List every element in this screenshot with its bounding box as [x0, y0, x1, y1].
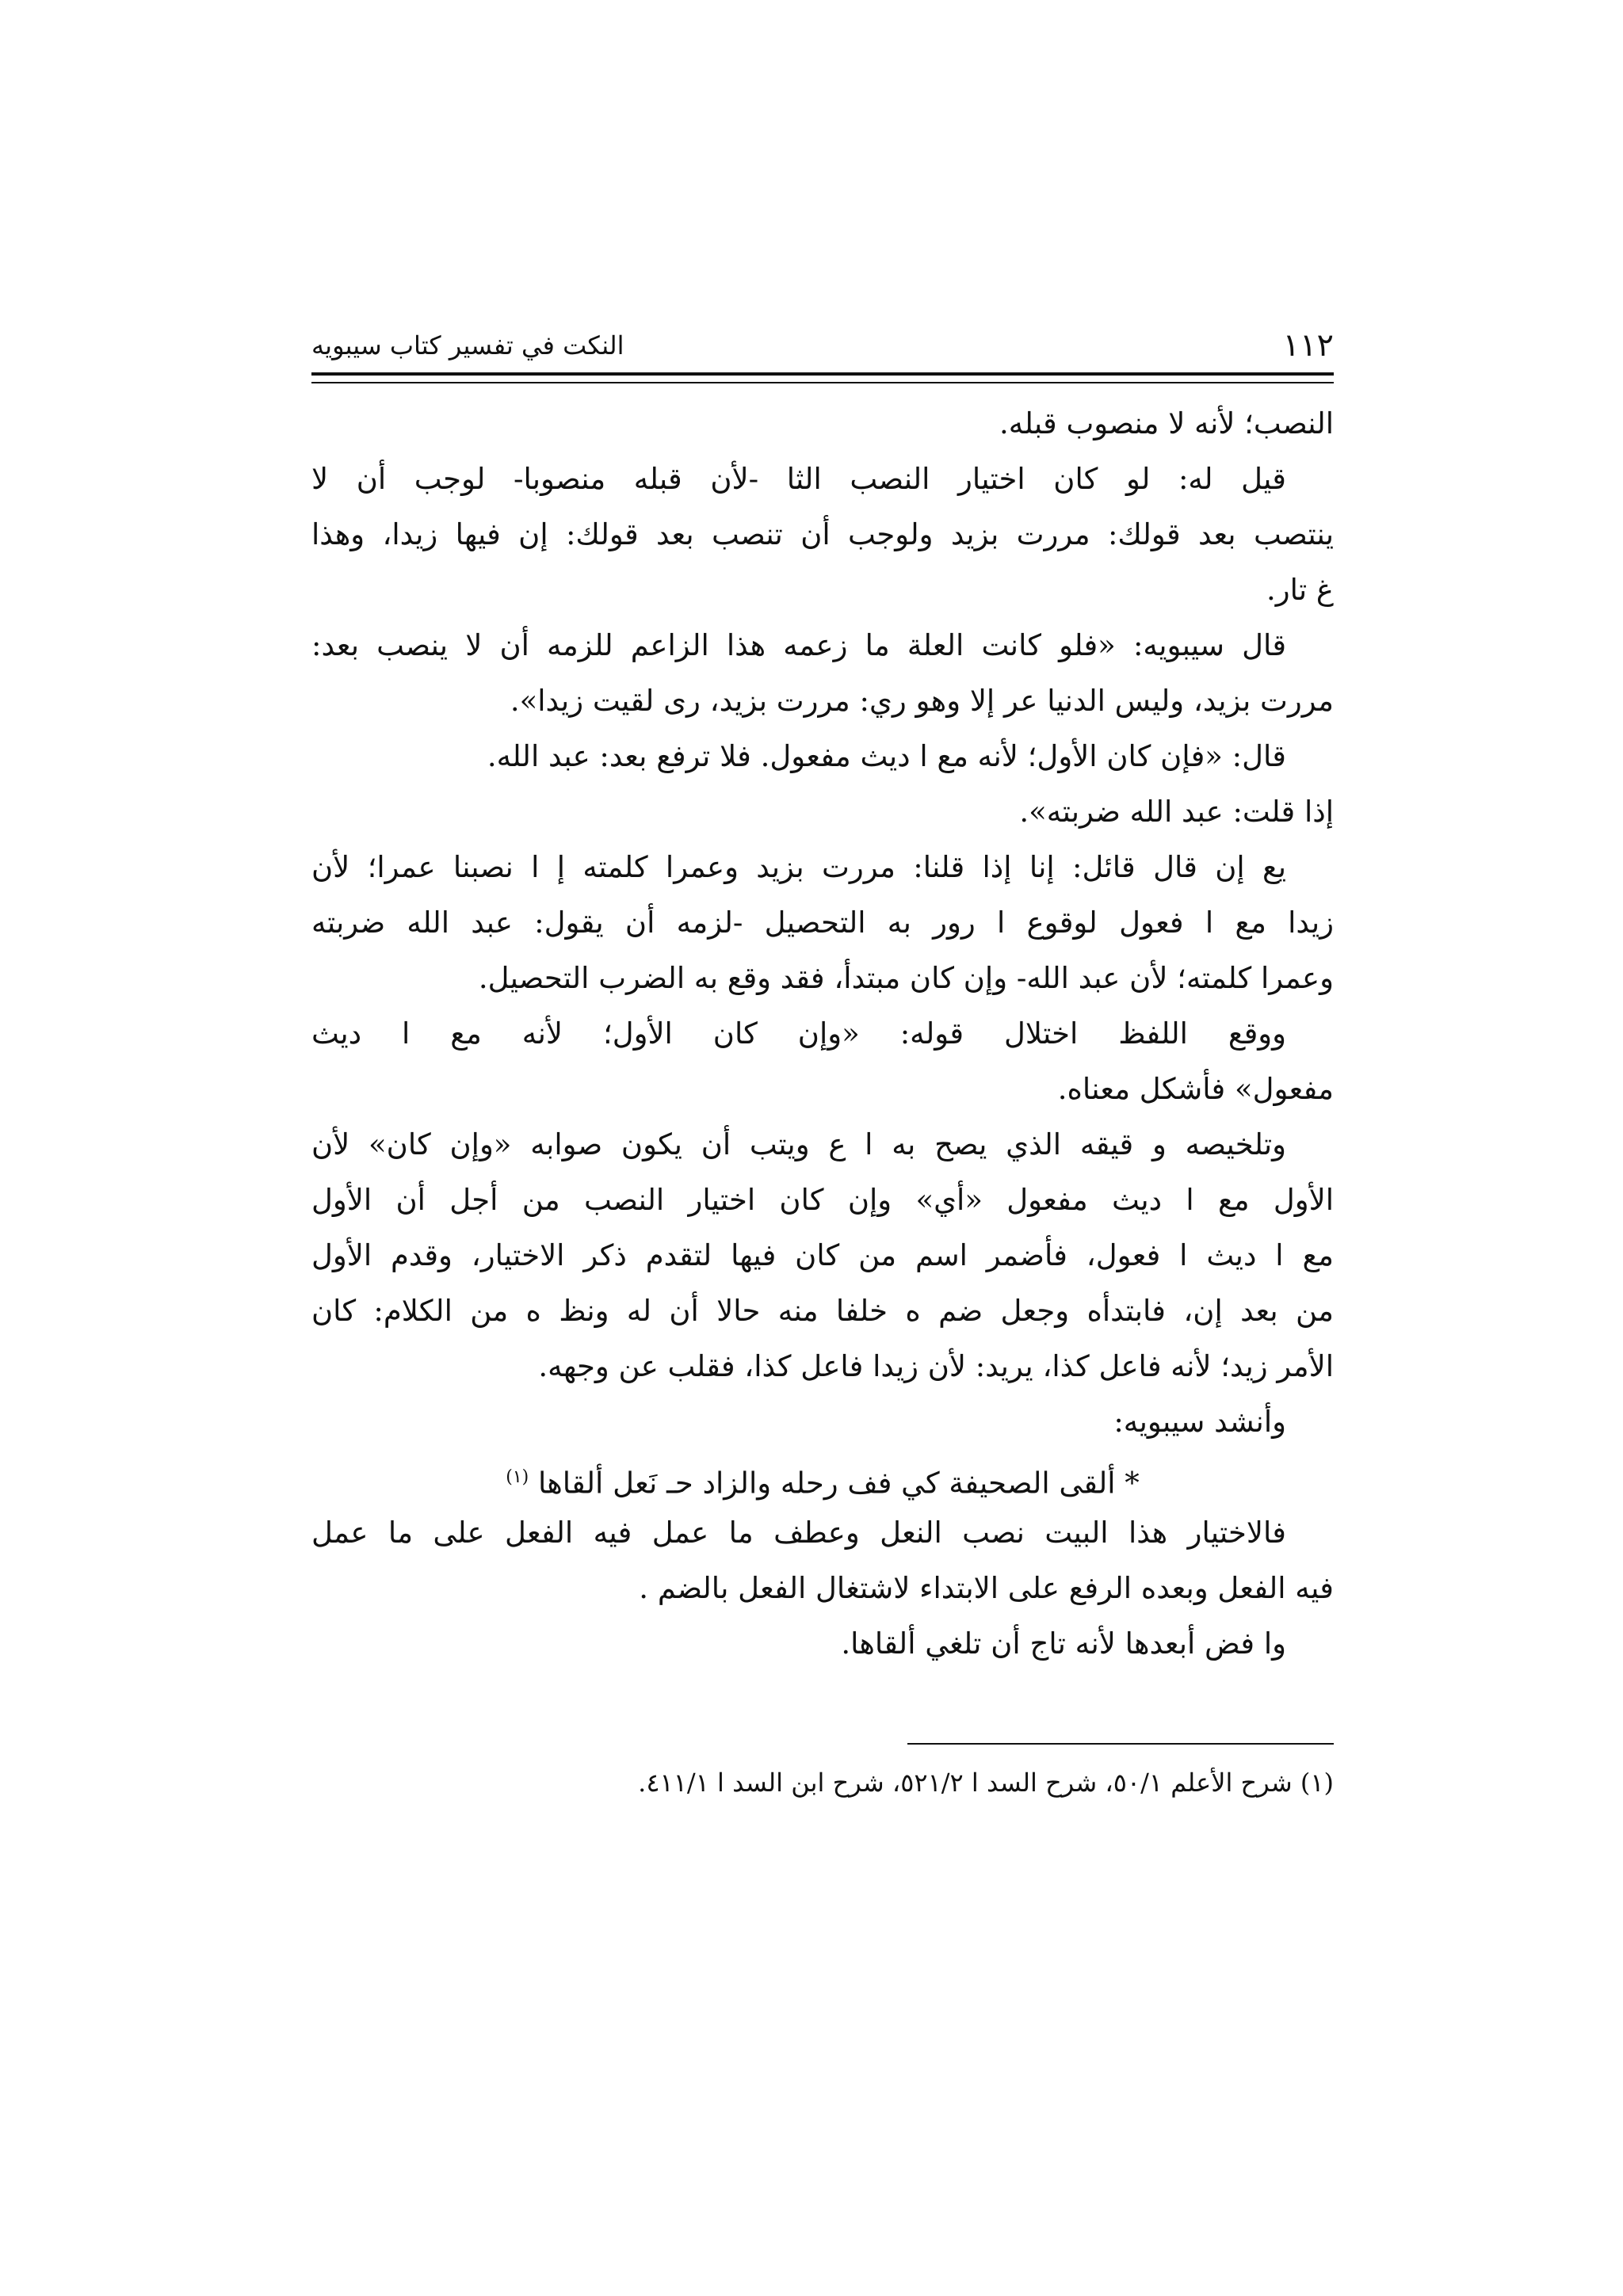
- text-line: ووقع اللفظ اختلال قوله: «وإن كان الأول؛ لأنه مع ا ديث: [311, 1016, 1286, 1051]
- text-line: وعمرا كلمته؛ لأن عبد الله- وإن كان مبتدأ، فقد وقع به الضرب التحصيل.: [478, 961, 1334, 995]
- text-line: إذا قلت: عبد الله ضربته».: [1019, 795, 1334, 829]
- text-line: مفعول» فأشكل معناه.: [1057, 1072, 1334, 1106]
- text-line: قال: «فإن كان الأول؛ لأنه مع ا ديث مفعول. فلا ترفع بعد: عبد الله.: [487, 739, 1286, 773]
- header-rule-thick: [311, 372, 1334, 376]
- text-line: وا فض أبعدها لأنه تاج أن تلغي ألقاها.: [841, 1627, 1286, 1661]
- text-line: قال سيبويه: «فلو كانت العلة ما زعمه هذا الزاعم للزمه أن لا ينصب بعد:: [311, 628, 1286, 662]
- running-header: [311, 325, 1334, 366]
- text-line: فالاختيار هذا البيت نصب النعل وعطف ما عمل فيه الفعل على ما عمل: [311, 1516, 1286, 1550]
- text-line: ينتصب بعد قولك: مررت بزيد ولوجب أن تنصب بعد قولك: إن فيها زيدا، وهذا: [311, 517, 1334, 551]
- text-line: غ تار.: [1266, 573, 1334, 607]
- text-line: مررت بزيد، وليس الدنيا عر إلا وهو ري: مررت بزيد، رى لقيت زيدا».: [510, 684, 1334, 718]
- text-line: الأمر زيد؛ لأنه فاعل كذا، يريد: لأن زيدا فاعل كذا، فقلب عن وجهه.: [538, 1349, 1334, 1383]
- text-line: الأول مع ا ديث مفعول «أي» وإن كان اختيار النصب من أجل أن الأول: [311, 1183, 1334, 1217]
- text-line: قيل له: لو كان اختيار النصب الثا -لأن قبله منصوبا- لوجب أن لا: [311, 462, 1286, 496]
- verse-line: [311, 1450, 1334, 1505]
- text-line: وتلخيصه و قيقه الذي يصح به ا ع ويتب أن يكون صوابه «وإن كان» لأن: [311, 1127, 1287, 1161]
- text-line: وأنشد سيبويه:: [1113, 1405, 1286, 1439]
- text-line: النصب؛ لأنه لا منصوب قبله.: [999, 406, 1334, 441]
- text-line: مع ا ديث ا فعول، فأضمر اسم من كان فيها لتقدم ذكر الاختيار، وقدم الأول: [311, 1238, 1334, 1272]
- text-line: من بعد إن، فابتدأه وجعل ضم ه خلفا منه حالا أن له ونظ ه من الكلام: كان: [311, 1294, 1334, 1328]
- verse-text: * ألقى الصحيفة كي فف رحله والزاد حـ نَعل ألقاها: [538, 1466, 1140, 1501]
- footnote-marker: (١): [506, 1467, 529, 1487]
- page-number: ١١٢: [1282, 327, 1334, 364]
- footnote: (١) شرح الأعلم ٥٠/١، شرح السد ا ٥٢١/٢، شرح ابن السد ا ٤١١/١.: [638, 1768, 1334, 1798]
- text-line: زيدا مع ا فعول لوقوع ا رور به التحصيل -لزمه أن يقول: عبد الله ضربته: [311, 906, 1334, 940]
- footnote-rule: [907, 1743, 1334, 1745]
- text-line: يع إن قال قائل: إنا إذا قلنا: مررت بزيد وعمرا كلمته إ ا نصبنا عمرا؛ لأن: [311, 850, 1286, 884]
- body-text: [311, 396, 1334, 1672]
- text-line: فيه الفعل وبعده الرفع على الابتداء لاشتغال الفعل بالضم .: [639, 1571, 1334, 1605]
- header-rule-thin: [311, 382, 1334, 383]
- book-title: النكت في تفسير كتاب سيبويه: [311, 330, 624, 360]
